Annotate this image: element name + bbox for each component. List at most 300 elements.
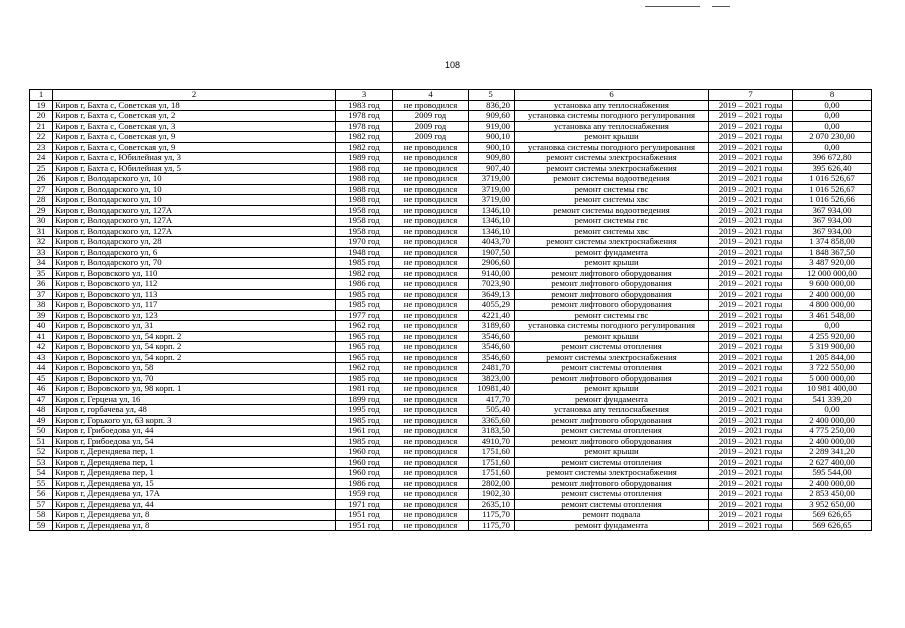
cell-row-number: 29 (30, 205, 53, 216)
cell-area: 3719,00 (469, 174, 515, 185)
cell-row-number: 36 (30, 279, 53, 290)
cell-period: 2019 – 2021 годы (709, 111, 793, 122)
cell-cost: 0,00 (793, 121, 872, 132)
cell-cost: 2 400 000,00 (793, 478, 872, 489)
cell-area: 10981,40 (469, 384, 515, 395)
cell-build-year: 1948 год (336, 247, 393, 258)
cell-row-number: 50 (30, 426, 53, 437)
cell-row-number: 37 (30, 289, 53, 300)
cell-area: 836,20 (469, 100, 515, 111)
cell-work-type: ремонт системы водоотведения (515, 174, 709, 185)
cell-period: 2019 – 2021 годы (709, 289, 793, 300)
cell-period: 2019 – 2021 годы (709, 447, 793, 458)
cell-last-repair-year: не проводился (393, 394, 469, 405)
cell-build-year: 1965 год (336, 331, 393, 342)
cell-area: 900,10 (469, 132, 515, 143)
table-row (30, 331, 872, 342)
cell-build-year: 1978 год (336, 111, 393, 122)
cell-build-year: 1961 год (336, 426, 393, 437)
cell-work-type: ремонт лифтового оборудования (515, 289, 709, 300)
cell-last-repair-year: не проводился (393, 268, 469, 279)
cell-period: 2019 – 2021 годы (709, 184, 793, 195)
cell-build-year: 1960 год (336, 447, 393, 458)
cell-build-year: 1959 год (336, 489, 393, 500)
cell-build-year: 1995 год (336, 405, 393, 416)
cell-row-number: 23 (30, 142, 53, 153)
cell-address: Киров г, Воровского ул, 98 корп. 1 (53, 384, 336, 395)
cell-last-repair-year: не проводился (393, 310, 469, 321)
cell-build-year: 1985 год (336, 289, 393, 300)
table-row (30, 247, 872, 258)
cell-row-number: 46 (30, 384, 53, 395)
table-row (30, 352, 872, 363)
table-row (30, 268, 872, 279)
cell-area: 1751,60 (469, 457, 515, 468)
cell-work-type: ремонт системы гвс (515, 216, 709, 227)
table-row (30, 132, 872, 143)
cell-address: Киров г, Грибоедова ул, 54 (53, 436, 336, 447)
cell-cost: 541 339,20 (793, 394, 872, 405)
cell-work-type: установка системы погодного регулирования (515, 111, 709, 122)
header-cell-3: 3 (336, 90, 393, 101)
cell-cost: 4 775 250,00 (793, 426, 872, 437)
cell-cost: 396 672,80 (793, 153, 872, 164)
cell-row-number: 34 (30, 258, 53, 269)
cell-address: Киров г, Володарского ул, 70 (53, 258, 336, 269)
cell-last-repair-year: не проводился (393, 237, 469, 248)
cell-cost: 1 374 858,00 (793, 237, 872, 248)
cell-cost: 0,00 (793, 100, 872, 111)
header-cell-8: 8 (793, 90, 872, 101)
cell-cost: 0,00 (793, 142, 872, 153)
cell-period: 2019 – 2021 годы (709, 489, 793, 500)
cell-build-year: 1970 год (336, 237, 393, 248)
cell-address: Киров г, Бахта с, Советская ул, 9 (53, 132, 336, 143)
table-row (30, 205, 872, 216)
cell-area: 2481,70 (469, 363, 515, 374)
cell-period: 2019 – 2021 годы (709, 174, 793, 185)
cell-work-type: ремонт системы электроснабжения (515, 153, 709, 164)
table-row (30, 457, 872, 468)
cell-row-number: 49 (30, 415, 53, 426)
table-row (30, 468, 872, 479)
cell-area: 1175,70 (469, 510, 515, 521)
cell-area: 1907,50 (469, 247, 515, 258)
cell-area: 1346,10 (469, 226, 515, 237)
cell-work-type: ремонт крыши (515, 384, 709, 395)
table-row (30, 258, 872, 269)
cell-row-number: 38 (30, 300, 53, 311)
cell-last-repair-year: не проводился (393, 331, 469, 342)
cell-build-year: 1951 год (336, 520, 393, 531)
cell-area: 1175,70 (469, 520, 515, 531)
cell-work-type: ремонт системы гвс (515, 310, 709, 321)
cell-period: 2019 – 2021 годы (709, 352, 793, 363)
cell-period: 2019 – 2021 годы (709, 226, 793, 237)
cell-period: 2019 – 2021 годы (709, 510, 793, 521)
cell-build-year: 1977 год (336, 310, 393, 321)
cell-address: Киров г, Дерендяева пер, 1 (53, 468, 336, 479)
cell-work-type: ремонт лифтового оборудования (515, 268, 709, 279)
cell-period: 2019 – 2021 годы (709, 426, 793, 437)
cell-address: Киров г, Володарского ул, 10 (53, 184, 336, 195)
header-cell-2: 2 (53, 90, 336, 101)
table-row (30, 499, 872, 510)
table-row (30, 121, 872, 132)
cell-address: Киров г, Горького ул, 63 корп. 3 (53, 415, 336, 426)
cell-build-year: 1965 год (336, 352, 393, 363)
cell-period: 2019 – 2021 годы (709, 468, 793, 479)
cell-period: 2019 – 2021 годы (709, 100, 793, 111)
cell-last-repair-year: не проводился (393, 478, 469, 489)
cell-cost: 595 544,00 (793, 468, 872, 479)
cell-cost: 5 319 900,00 (793, 342, 872, 353)
cell-row-number: 59 (30, 520, 53, 531)
cell-last-repair-year: 2009 год (393, 121, 469, 132)
cell-work-type: ремонт системы отопления (515, 363, 709, 374)
cell-area: 3546,60 (469, 352, 515, 363)
cell-build-year: 1986 год (336, 478, 393, 489)
cell-row-number: 44 (30, 363, 53, 374)
cell-last-repair-year: не проводился (393, 457, 469, 468)
cell-area: 1902,30 (469, 489, 515, 500)
cell-last-repair-year: не проводился (393, 436, 469, 447)
table-row (30, 289, 872, 300)
cell-cost: 5 000 000,00 (793, 373, 872, 384)
table-row (30, 226, 872, 237)
repair-schedule-table (29, 89, 872, 531)
cell-row-number: 58 (30, 510, 53, 521)
table-row (30, 300, 872, 311)
cell-work-type: ремонт лифтового оборудования (515, 478, 709, 489)
cell-build-year: 1986 год (336, 279, 393, 290)
cell-work-type: ремонт системы электроснабжения (515, 468, 709, 479)
cell-last-repair-year: не проводился (393, 184, 469, 195)
cell-cost: 367 934,00 (793, 205, 872, 216)
cell-cost: 2 400 000,00 (793, 415, 872, 426)
table-row (30, 447, 872, 458)
cell-cost: 3 487 920,00 (793, 258, 872, 269)
cell-last-repair-year: не проводился (393, 153, 469, 164)
cell-cost: 395 626,40 (793, 163, 872, 174)
cell-area: 1751,60 (469, 468, 515, 479)
cell-cost: 10 981 400,00 (793, 384, 872, 395)
cell-build-year: 1958 год (336, 205, 393, 216)
cell-address: Киров г, Бахта с, Советская ул, 18 (53, 100, 336, 111)
cell-period: 2019 – 2021 годы (709, 132, 793, 143)
table-row (30, 394, 872, 405)
cell-address: Киров г, Воровского ул, 54 корп. 2 (53, 342, 336, 353)
cell-build-year: 1971 год (336, 499, 393, 510)
cell-area: 907,40 (469, 163, 515, 174)
cell-build-year: 1951 год (336, 510, 393, 521)
table-row (30, 436, 872, 447)
table-row (30, 373, 872, 384)
cell-work-type: ремонт системы хвс (515, 195, 709, 206)
cell-address: Киров г, Грибоедова ул, 44 (53, 426, 336, 437)
table-row (30, 100, 872, 111)
cell-last-repair-year: не проводился (393, 289, 469, 300)
cell-area: 900,10 (469, 142, 515, 153)
cell-area: 3546,60 (469, 342, 515, 353)
table-row (30, 174, 872, 185)
cell-area: 4910,70 (469, 436, 515, 447)
cell-address: Киров г, Володарского ул, 6 (53, 247, 336, 258)
cell-row-number: 53 (30, 457, 53, 468)
table-row (30, 520, 872, 531)
cell-period: 2019 – 2021 годы (709, 216, 793, 227)
cell-row-number: 31 (30, 226, 53, 237)
cell-period: 2019 – 2021 годы (709, 331, 793, 342)
cell-work-type: ремонт лифтового оборудования (515, 300, 709, 311)
cell-area: 3649,13 (469, 289, 515, 300)
cell-row-number: 42 (30, 342, 53, 353)
cell-build-year: 1985 год (336, 258, 393, 269)
cell-address: Киров г, Дерендяева ул, 8 (53, 510, 336, 521)
cell-last-repair-year: не проводился (393, 100, 469, 111)
cell-address: Киров г, Воровского ул, 31 (53, 321, 336, 332)
cell-work-type: ремонт системы отопления (515, 489, 709, 500)
cell-work-type: ремонт системы отопления (515, 426, 709, 437)
cell-work-type: установка системы погодного регулирования (515, 142, 709, 153)
cell-last-repair-year: не проводился (393, 300, 469, 311)
cell-cost: 4 255 920,00 (793, 331, 872, 342)
cell-cost: 367 934,00 (793, 216, 872, 227)
cell-period: 2019 – 2021 годы (709, 237, 793, 248)
cell-address: Киров г, горбачева ул, 48 (53, 405, 336, 416)
table-row (30, 510, 872, 521)
cell-work-type: установка системы погодного регулирования (515, 321, 709, 332)
cell-period: 2019 – 2021 годы (709, 363, 793, 374)
table-body (30, 90, 872, 531)
table-row (30, 111, 872, 122)
cell-area: 7023,90 (469, 279, 515, 290)
cell-last-repair-year: не проводился (393, 415, 469, 426)
cell-row-number: 48 (30, 405, 53, 416)
cell-work-type: ремонт системы электроснабжения (515, 352, 709, 363)
cell-build-year: 1985 год (336, 373, 393, 384)
table-row (30, 195, 872, 206)
cell-area: 505,40 (469, 405, 515, 416)
cell-area: 3719,00 (469, 184, 515, 195)
cell-address: Киров г, Володарского ул, 127А (53, 226, 336, 237)
cell-area: 3719,00 (469, 195, 515, 206)
cell-row-number: 35 (30, 268, 53, 279)
cell-last-repair-year: не проводился (393, 373, 469, 384)
cell-period: 2019 – 2021 годы (709, 279, 793, 290)
cell-row-number: 28 (30, 195, 53, 206)
cell-last-repair-year: не проводился (393, 520, 469, 531)
cell-period: 2019 – 2021 годы (709, 499, 793, 510)
table-row (30, 279, 872, 290)
cell-last-repair-year: не проводился (393, 363, 469, 374)
cell-build-year: 1981 год (336, 384, 393, 395)
header-cell-7: 7 (709, 90, 793, 101)
cell-work-type: ремонт крыши (515, 132, 709, 143)
cell-last-repair-year: не проводился (393, 163, 469, 174)
cell-area: 1346,10 (469, 216, 515, 227)
header-cell-1: 1 (30, 90, 53, 101)
cell-period: 2019 – 2021 годы (709, 300, 793, 311)
cell-area: 909,80 (469, 153, 515, 164)
cell-area: 4043,70 (469, 237, 515, 248)
cell-period: 2019 – 2021 годы (709, 268, 793, 279)
cell-address: Киров г, Дерендяева ул, 15 (53, 478, 336, 489)
cell-area: 4055,29 (469, 300, 515, 311)
cell-row-number: 22 (30, 132, 53, 143)
cell-last-repair-year: не проводился (393, 447, 469, 458)
cell-period: 2019 – 2021 годы (709, 247, 793, 258)
cell-build-year: 1988 год (336, 195, 393, 206)
cell-address: Киров г, Бахта с, Советская ул, 3 (53, 121, 336, 132)
cell-work-type: ремонт крыши (515, 258, 709, 269)
cell-area: 3189,60 (469, 321, 515, 332)
cell-address: Киров г, Воровского ул, 113 (53, 289, 336, 300)
cell-last-repair-year: не проводился (393, 384, 469, 395)
cell-last-repair-year: не проводился (393, 205, 469, 216)
cell-work-type: ремонт системы хвс (515, 226, 709, 237)
cell-last-repair-year: не проводился (393, 142, 469, 153)
cell-build-year: 1982 год (336, 142, 393, 153)
table-row (30, 415, 872, 426)
cell-area: 909,60 (469, 111, 515, 122)
cell-address: Киров г, Володарского ул, 28 (53, 237, 336, 248)
cell-area: 3546,60 (469, 331, 515, 342)
cell-last-repair-year: 2009 год (393, 111, 469, 122)
cell-cost: 2 853 450,00 (793, 489, 872, 500)
cell-build-year: 1899 год (336, 394, 393, 405)
cell-address: Киров г, Воровского ул, 112 (53, 279, 336, 290)
cell-row-number: 52 (30, 447, 53, 458)
cell-row-number: 39 (30, 310, 53, 321)
cell-build-year: 1960 год (336, 468, 393, 479)
cell-build-year: 1962 год (336, 363, 393, 374)
cell-build-year: 1988 год (336, 163, 393, 174)
cell-cost: 3 722 550,00 (793, 363, 872, 374)
cell-build-year: 1985 год (336, 300, 393, 311)
cell-work-type: установка апу теплоснабжения (515, 121, 709, 132)
cell-row-number: 57 (30, 499, 53, 510)
cell-last-repair-year: не проводился (393, 489, 469, 500)
cell-address: Киров г, Бахта с, Юбилейная ул, 3 (53, 153, 336, 164)
top-rule-left (645, 6, 700, 7)
cell-address: Киров г, Дерендяева ул, 8 (53, 520, 336, 531)
cell-build-year: 1989 год (336, 153, 393, 164)
cell-build-year: 1988 год (336, 184, 393, 195)
cell-address: Киров г, Дерендяева пер, 1 (53, 457, 336, 468)
cell-address: Киров г, Воровского ул, 54 корп. 2 (53, 331, 336, 342)
cell-address: Киров г, Бахта с, Юбилейная ул, 5 (53, 163, 336, 174)
cell-period: 2019 – 2021 годы (709, 142, 793, 153)
cell-address: Киров г, Воровского ул, 117 (53, 300, 336, 311)
cell-cost: 1 848 367,50 (793, 247, 872, 258)
cell-build-year: 1988 год (336, 174, 393, 185)
cell-last-repair-year: не проводился (393, 258, 469, 269)
cell-address: Киров г, Володарского ул, 127А (53, 205, 336, 216)
cell-period: 2019 – 2021 годы (709, 457, 793, 468)
cell-row-number: 40 (30, 321, 53, 332)
cell-period: 2019 – 2021 годы (709, 373, 793, 384)
cell-cost: 4 800 000,00 (793, 300, 872, 311)
cell-build-year: 1985 год (336, 415, 393, 426)
cell-row-number: 32 (30, 237, 53, 248)
table-row (30, 153, 872, 164)
cell-cost: 569 626,65 (793, 520, 872, 531)
header-cell-6: 6 (515, 90, 709, 101)
table-row (30, 237, 872, 248)
cell-work-type: ремонт лифтового оборудования (515, 415, 709, 426)
table-row (30, 363, 872, 374)
cell-row-number: 47 (30, 394, 53, 405)
cell-last-repair-year: не проводился (393, 426, 469, 437)
cell-row-number: 26 (30, 174, 53, 185)
cell-build-year: 1983 год (336, 100, 393, 111)
cell-period: 2019 – 2021 годы (709, 520, 793, 531)
table-row (30, 478, 872, 489)
cell-area: 1751,60 (469, 447, 515, 458)
cell-build-year: 1960 год (336, 457, 393, 468)
cell-address: Киров г, Дерендяева ул, 17А (53, 489, 336, 500)
cell-work-type: ремонт системы электроснабжения (515, 163, 709, 174)
cell-row-number: 41 (30, 331, 53, 342)
cell-address: Киров г, Дерендяева ул, 44 (53, 499, 336, 510)
table-row (30, 163, 872, 174)
cell-address: Киров г, Герцена ул, 16 (53, 394, 336, 405)
cell-work-type: ремонт крыши (515, 447, 709, 458)
cell-work-type: ремонт фундамента (515, 394, 709, 405)
cell-row-number: 27 (30, 184, 53, 195)
cell-cost: 12 000 000,00 (793, 268, 872, 279)
cell-period: 2019 – 2021 годы (709, 121, 793, 132)
table-row (30, 216, 872, 227)
cell-cost: 1 016 526,67 (793, 184, 872, 195)
page-number: 108 (444, 60, 461, 70)
cell-cost: 1 205 844,00 (793, 352, 872, 363)
cell-address: Киров г, Воровского ул, 123 (53, 310, 336, 321)
cell-last-repair-year: не проводился (393, 468, 469, 479)
table-row (30, 426, 872, 437)
cell-work-type: ремонт системы отопления (515, 499, 709, 510)
cell-area: 1346,10 (469, 205, 515, 216)
cell-work-type: ремонт системы водоотведения (515, 205, 709, 216)
cell-period: 2019 – 2021 годы (709, 163, 793, 174)
cell-cost: 0,00 (793, 321, 872, 332)
cell-cost: 2 070 230,00 (793, 132, 872, 143)
cell-cost: 0,00 (793, 111, 872, 122)
cell-period: 2019 – 2021 годы (709, 415, 793, 426)
table-row (30, 489, 872, 500)
cell-cost: 1 016 526,66 (793, 195, 872, 206)
cell-last-repair-year: не проводился (393, 216, 469, 227)
cell-address: Киров г, Бахта с, Советская ул, 2 (53, 111, 336, 122)
cell-area: 2906,60 (469, 258, 515, 269)
cell-address: Киров г, Воровского ул, 54 корп. 2 (53, 352, 336, 363)
cell-period: 2019 – 2021 годы (709, 321, 793, 332)
cell-row-number: 43 (30, 352, 53, 363)
cell-address: Киров г, Володарского ул, 10 (53, 195, 336, 206)
cell-work-type: ремонт фундамента (515, 520, 709, 531)
cell-area: 9140,00 (469, 268, 515, 279)
cell-area: 2802,00 (469, 478, 515, 489)
cell-row-number: 21 (30, 121, 53, 132)
cell-work-type: установка апу теплоснабжения (515, 405, 709, 416)
cell-last-repair-year: не проводился (393, 279, 469, 290)
cell-row-number: 30 (30, 216, 53, 227)
top-rule-right (712, 6, 730, 7)
cell-build-year: 1965 год (336, 342, 393, 353)
cell-period: 2019 – 2021 годы (709, 478, 793, 489)
cell-build-year: 1982 год (336, 132, 393, 143)
